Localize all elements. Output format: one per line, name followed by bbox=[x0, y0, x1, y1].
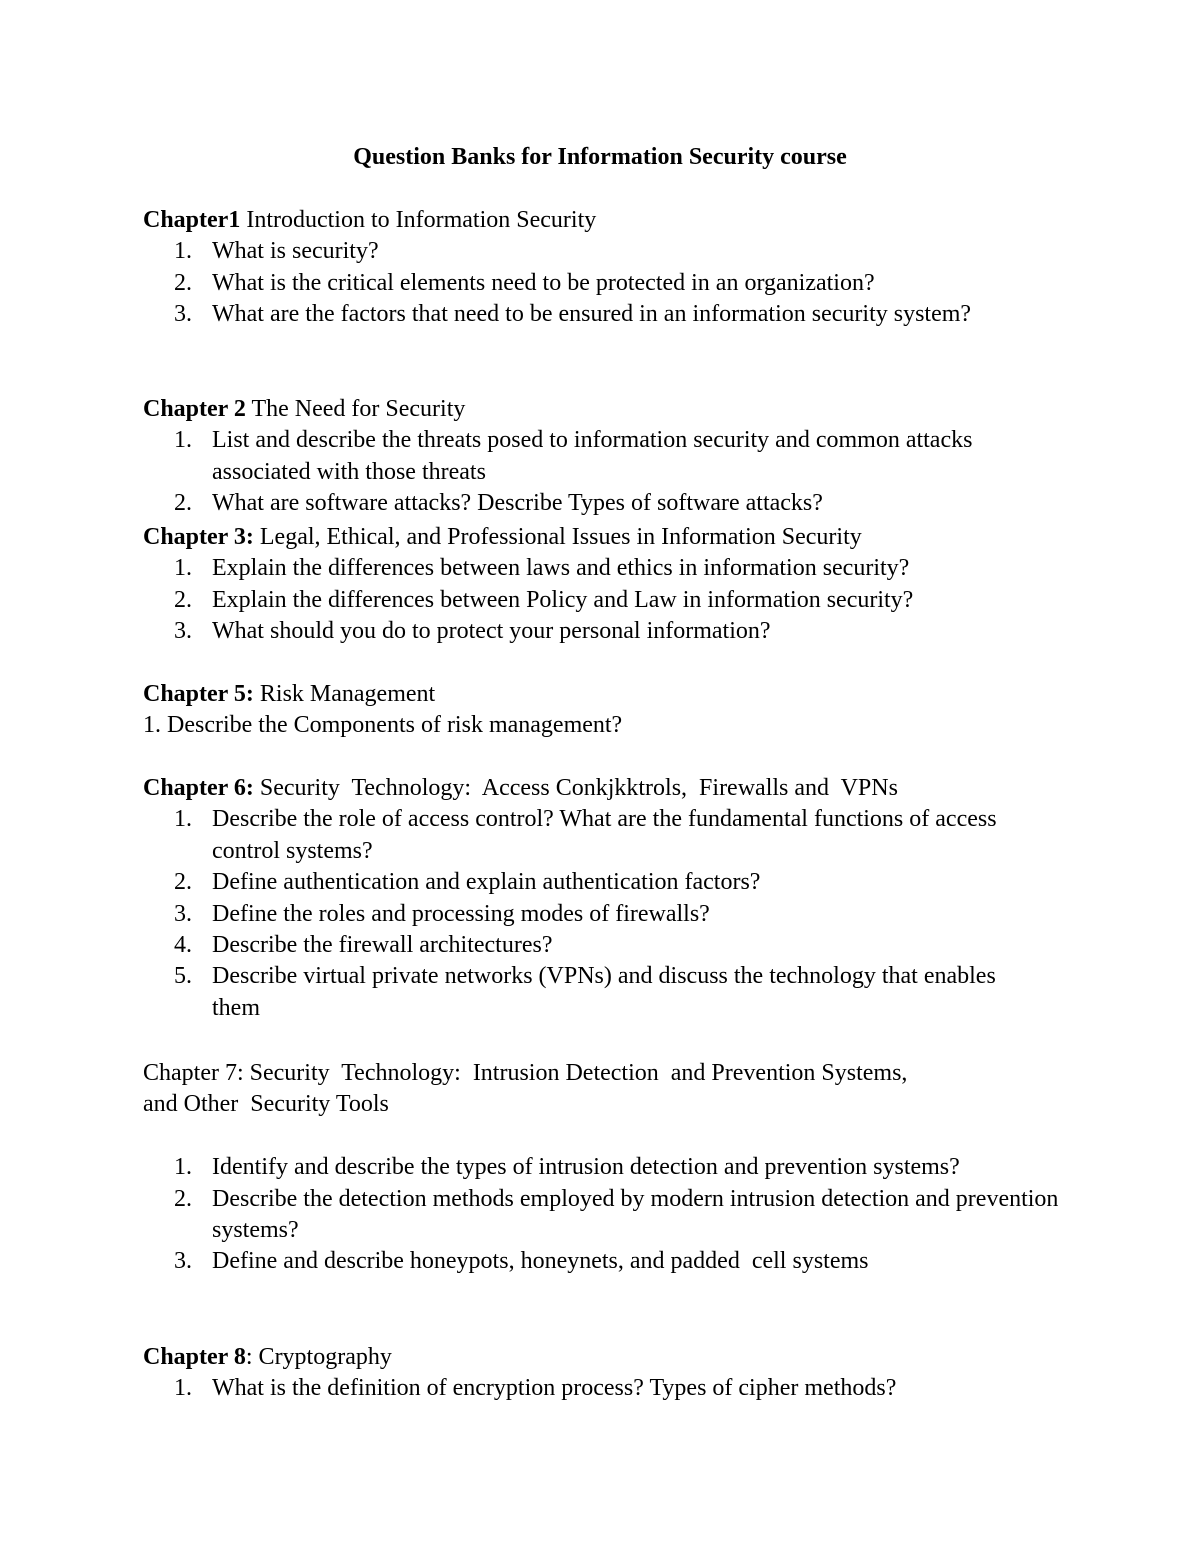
question-number: 2. bbox=[174, 586, 192, 613]
question-item bbox=[143, 425, 1012, 488]
question-number: 1. bbox=[174, 555, 192, 582]
chapter-3 bbox=[143, 522, 1103, 648]
question-text: Describe the firewall architectures? bbox=[212, 932, 553, 959]
question-number: 2. bbox=[174, 269, 192, 296]
question-list bbox=[143, 1373, 1103, 1404]
question-number: 2. bbox=[174, 1185, 192, 1212]
question-number: 1. bbox=[174, 1154, 192, 1181]
question-number: 4. bbox=[174, 932, 192, 959]
question-item bbox=[143, 930, 1103, 961]
question-list bbox=[143, 553, 1103, 647]
chapter-title: : Cryptography bbox=[245, 1344, 392, 1370]
chapter-7 bbox=[143, 1058, 1103, 1278]
chapter-title: Security Technology: Intrusion Detection and Prevention Systems, and Other Security Tools bbox=[143, 1060, 914, 1118]
question-text: What is the critical elements need to be protected in an organization? bbox=[212, 269, 875, 296]
question-text: Define and describe honeypots, honeynets, and padded cell systems bbox=[212, 1248, 869, 1275]
chapter-2 bbox=[143, 394, 1103, 520]
page-title: Question Banks for Information Security course bbox=[353, 144, 847, 170]
question-number: 1. bbox=[174, 238, 192, 265]
question-text: What should you do to protect your personal information? bbox=[212, 618, 771, 645]
question-item bbox=[143, 268, 1103, 299]
question-item bbox=[143, 1152, 992, 1183]
question-text: Define the roles and processing modes of firewalls? bbox=[212, 900, 710, 927]
question-item bbox=[143, 585, 1103, 616]
question-text: Explain the differences between laws and ethics in information security? bbox=[212, 555, 910, 582]
question-text: Define authentication and explain authentication factors? bbox=[212, 869, 761, 896]
question-text: What are the factors that need to be ensured in an information security system? bbox=[212, 301, 972, 328]
question-item bbox=[143, 899, 1103, 930]
question-number: 2. bbox=[174, 490, 192, 517]
question-item bbox=[143, 867, 1103, 898]
question-text: Describe virtual private networks (VPNs) and discuss the technology that enables them bbox=[212, 963, 996, 1021]
question-item bbox=[143, 488, 1103, 519]
chapter-title: Risk Management bbox=[253, 681, 436, 707]
question-text: Identify and describe the types of intrusion detection and prevention systems? bbox=[212, 1154, 960, 1181]
chapter-1 bbox=[143, 205, 1103, 331]
question-item bbox=[143, 299, 992, 330]
question-text: Explain the differences between Policy and Law in information security? bbox=[212, 586, 914, 613]
question-text: Describe the detection methods employed by modern intrusion detection and prevention systems? bbox=[212, 1185, 1059, 1244]
chapter-6 bbox=[143, 773, 1103, 1024]
chapter-label: Chapter 5: bbox=[143, 681, 254, 707]
question-text: 1. Describe the Components of risk management? bbox=[143, 712, 623, 739]
question-text: Describe the role of access control? What are the fundamental functions of access control systems? bbox=[212, 806, 997, 864]
question-list bbox=[143, 425, 1103, 519]
chapter-label: Chapter 7: bbox=[143, 1060, 244, 1086]
question-item bbox=[143, 1184, 1072, 1247]
question-item bbox=[143, 804, 1042, 867]
chapter-heading bbox=[143, 522, 1103, 553]
question-item bbox=[143, 236, 1103, 267]
question-number: 5. bbox=[174, 963, 192, 990]
question-list bbox=[143, 236, 1103, 330]
question-text: What are software attacks? Describe Types of software attacks? bbox=[212, 490, 823, 517]
chapter-heading bbox=[143, 205, 1103, 236]
chapter-heading bbox=[143, 1342, 1103, 1373]
question-item bbox=[143, 1246, 1103, 1277]
chapter-heading bbox=[143, 394, 1103, 425]
chapter-heading bbox=[143, 679, 1103, 710]
chapter-label: Chapter 8 bbox=[143, 1344, 246, 1370]
question-number: 3. bbox=[174, 900, 192, 927]
question-number: 1. bbox=[174, 427, 192, 454]
question-number: 1. bbox=[174, 1375, 192, 1402]
chapter-label: Chapter1 bbox=[143, 207, 241, 233]
question-list bbox=[143, 1152, 1103, 1278]
chapter-heading bbox=[143, 1058, 933, 1121]
question-item bbox=[143, 1373, 1103, 1404]
question-item bbox=[143, 616, 1103, 647]
question-text: List and describe the threats posed to information security and common attacks associated with those threats bbox=[212, 427, 973, 485]
chapter-label: Chapter 3: bbox=[143, 524, 254, 550]
question-item bbox=[143, 553, 1103, 584]
question-number: 3. bbox=[174, 618, 192, 645]
chapter-title: Introduction to Information Security bbox=[240, 207, 597, 233]
question-number: 1. bbox=[174, 806, 192, 833]
question-number: 3. bbox=[174, 1248, 192, 1275]
chapter-5 bbox=[143, 679, 1103, 742]
chapter-8 bbox=[143, 1342, 1103, 1405]
chapter-title: Legal, Ethical, and Professional Issues in Information Security bbox=[253, 524, 862, 550]
chapter-title: The Need for Security bbox=[245, 396, 466, 422]
chapter-title: Security Technology: Access Conkjkktrols, Firewalls and VPNs bbox=[253, 775, 898, 801]
question-text: What is security? bbox=[212, 238, 379, 265]
question-list bbox=[143, 804, 1103, 1024]
question-number: 2. bbox=[174, 869, 192, 896]
question-item bbox=[143, 961, 1042, 1024]
chapter-heading bbox=[143, 773, 1103, 804]
question-text: What is the definition of encryption process? Types of cipher methods? bbox=[212, 1375, 897, 1402]
chapter-label: Chapter 6: bbox=[143, 775, 254, 801]
question-number: 3. bbox=[174, 301, 192, 328]
chapter-label: Chapter 2 bbox=[143, 396, 246, 422]
